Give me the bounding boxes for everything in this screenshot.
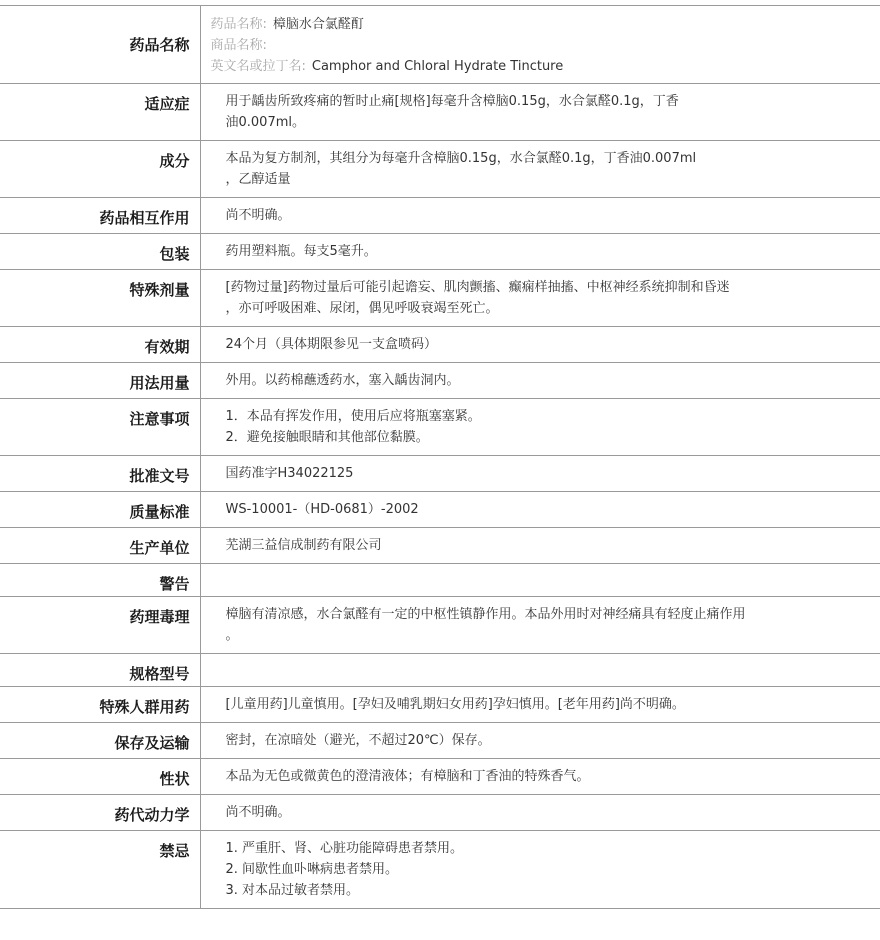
row-label: 有效期 [0,327,200,363]
row-value: 药用塑料瓶。每支5毫升。 [200,234,880,270]
english-name-line [211,56,880,77]
trade-name-key: 商品名称: [210,38,267,53]
table-row [0,723,880,759]
row-label: 药品相互作用 [0,198,200,234]
table-row [0,597,880,654]
drug-info-table [0,5,880,909]
row-value: 芜湖三益信成制药有限公司 [200,528,880,564]
table-row [0,198,880,234]
table-row [0,270,880,327]
row-value: 24个月（具体期限参见一支盒喷码） [200,327,880,363]
row-value: 用于龋齿所致疼痛的暂时止痛[规格]每毫升含樟脑0.15g，水合氯醛0.1g，丁香 油0.007ml。 [200,84,880,141]
table-row [0,795,880,831]
table-row [0,687,880,723]
row-label: 药理毒理 [0,597,200,654]
table-row [0,141,880,198]
row-label: 生产单位 [0,528,200,564]
table-row [0,564,880,597]
row-value: 1．本品有挥发作用，使用后应将瓶塞塞紧。 2．避免接触眼睛和其他部位黏膜。 [200,399,880,456]
row-label: 特殊剂量 [0,270,200,327]
table-row [0,399,880,456]
english-name-key: 英文名或拉丁名: [210,59,306,74]
table-row [0,456,880,492]
table-row [0,528,880,564]
row-label: 规格型号 [0,654,200,687]
row-value: 1. 严重肝、肾、心脏功能障碍患者禁用。 2. 间歇性血卟啉病患者禁用。 3. 对本品过敏者禁用。 [200,831,880,909]
row-value: 本品为无色或微黄色的澄清液体；有樟脑和丁香油的特殊香气。 [200,759,880,795]
table-row [0,327,880,363]
table-row [0,84,880,141]
row-value: 本品为复方制剂，其组分为每毫升含樟脑0.15g，水合氯醛0.1g，丁香油0.007ml ，乙醇适量 [200,141,880,198]
row-label: 包装 [0,234,200,270]
drug-name-key: 药品名称: [210,17,267,32]
row-label: 药品名称 [0,6,200,84]
row-value: [药物过量]药物过量后可能引起谵妄、肌肉颤搐、癫痫样抽搐、中枢神经系统抑制和昏迷 ，亦可呼吸困难、尿闭，偶见呼吸衰竭至死亡。 [200,270,880,327]
row-label: 注意事项 [0,399,200,456]
row-label: 质量标准 [0,492,200,528]
row-label: 成分 [0,141,200,198]
drug-name-value: 樟脑水合氯醛酊 [272,17,364,32]
row-value: WS-10001-（HD-0681）-2002 [200,492,880,528]
row-label: 保存及运输 [0,723,200,759]
row-value: [儿童用药]儿童慎用。[孕妇及哺乳期妇女用药]孕妇慎用。[老年用药]尚不明确。 [200,687,880,723]
row-value: 尚不明确。 [200,795,880,831]
english-name-value: Camphor and Chloral Hydrate Tincture [311,59,564,74]
row-value: 樟脑有清凉感，水合氯醛有一定的中枢性镇静作用。本品外用时对神经痛具有轻度止痛作用 。 [200,597,880,654]
table-row [0,492,880,528]
row-drug-names [0,6,880,84]
trade-name-line [211,35,880,56]
row-label: 特殊人群用药 [0,687,200,723]
row-value [200,564,880,597]
row-label: 警告 [0,564,200,597]
row-value: 国药准字H34022125 [200,456,880,492]
row-label: 批准文号 [0,456,200,492]
row-value [200,654,880,687]
names-block [200,6,880,84]
row-label: 适应症 [0,84,200,141]
table-row [0,363,880,399]
row-value: 外用。以药棉蘸透药水，塞入龋齿洞内。 [200,363,880,399]
row-label: 性状 [0,759,200,795]
row-value: 尚不明确。 [200,198,880,234]
table-row [0,831,880,909]
table-row [0,234,880,270]
table-row [0,654,880,687]
row-label: 禁忌 [0,831,200,909]
table-row [0,759,880,795]
row-label: 用法用量 [0,363,200,399]
drug-name-line [211,14,880,35]
row-label: 药代动力学 [0,795,200,831]
row-value: 密封，在凉暗处（避光，不超过20℃）保存。 [200,723,880,759]
